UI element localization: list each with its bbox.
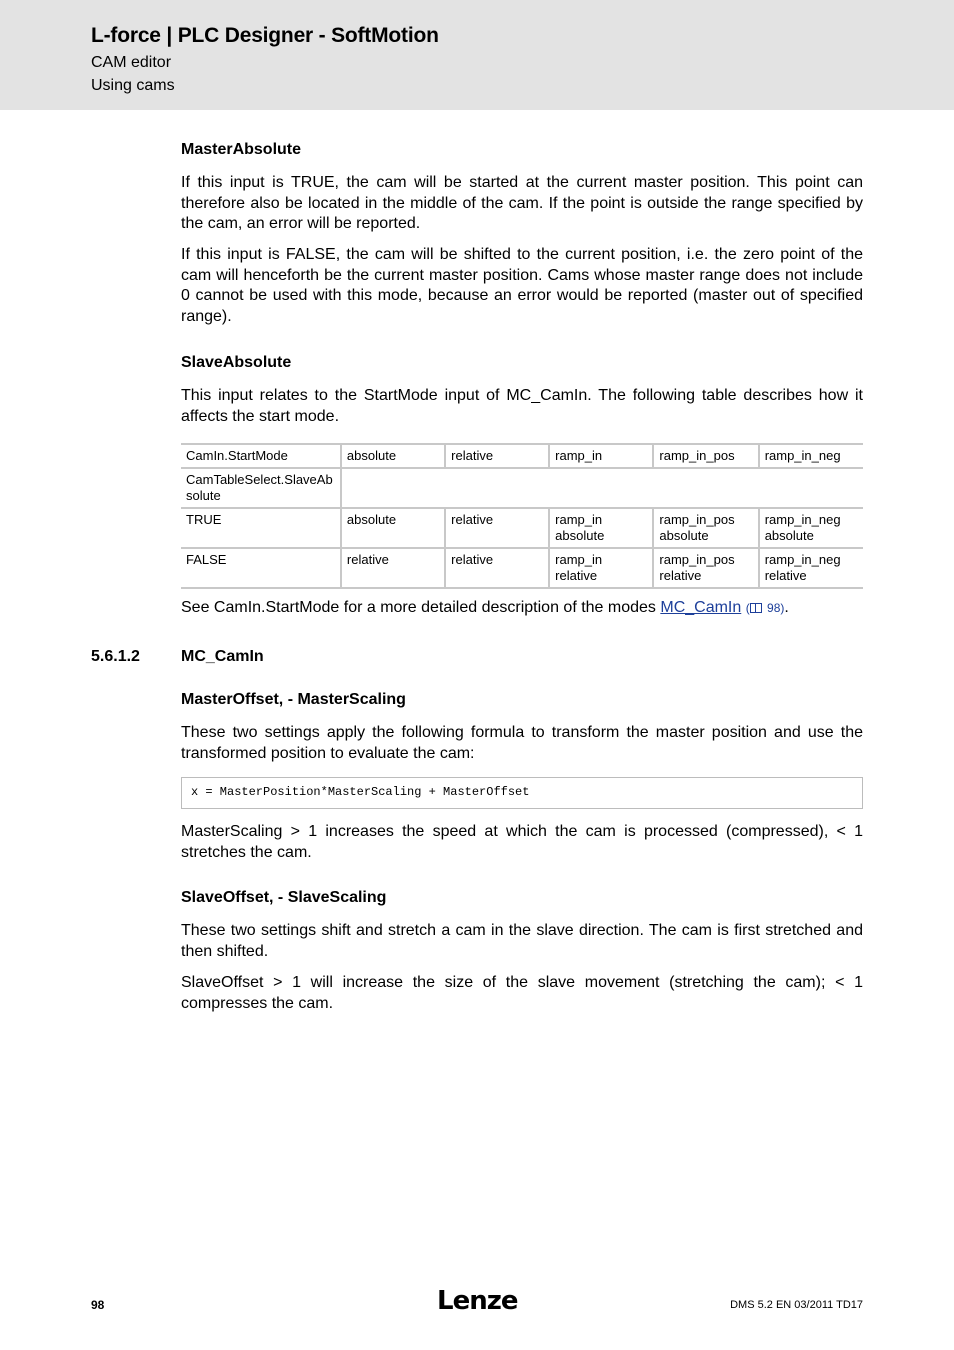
- paragraph: If this input is FALSE, the cam will be shifted to the current position, i.e. the zero point of the cam will henceforth be the current master position. Cams whose master range does not include 0 cannot be used with this mode, because an error would be reported (master out of specified range).: [181, 246, 863, 326]
- cell-line: TRUE: [186, 512, 222, 527]
- ref-open: (: [745, 601, 750, 615]
- cell-line: absolute: [346, 512, 397, 527]
- subsection-title: MC_CamIn: [181, 648, 264, 665]
- see-also-line: [181, 598, 789, 618]
- table-cell: [341, 548, 445, 588]
- table-cell: CamIn.StartMode: [181, 444, 341, 468]
- cell-line: relative: [555, 568, 598, 583]
- cell-line: FALSE: [186, 552, 227, 567]
- paragraph: If this input is TRUE, the cam will be started at the current master position. This point can therefore also be located in the middle of the cam. If the point is outside the range specified by the cam, an error will be reported.: [181, 174, 863, 233]
- cell-line: ramp_in_neg: [764, 512, 841, 527]
- cell-line: relative: [659, 568, 702, 583]
- lenze-logo: Lenze: [437, 1286, 518, 1316]
- cell-line: ramp_in: [555, 552, 603, 567]
- table-cell: ramp_in: [549, 444, 653, 468]
- cell-line: absolute: [555, 528, 605, 543]
- table-cell: [445, 508, 549, 548]
- document-id: DMS 5.2 EN 03/2011 TD17: [730, 1299, 863, 1311]
- paragraph: MasterScaling > 1 increases the speed at which the cam is processed (compressed), < 1 stretches the cam.: [181, 823, 863, 861]
- table-cell: [653, 548, 758, 588]
- table-cell: [759, 548, 863, 588]
- table-cell: CamTableSelect.SlaveAb solute: [181, 468, 341, 508]
- cell-line: ramp_in_pos: [659, 512, 735, 527]
- paragraph: This input relates to the StartMode input of MC_CamIn. The following table describes how it affects the start mode.: [181, 387, 863, 425]
- table-cell: [181, 508, 341, 548]
- table-cell: [653, 508, 758, 548]
- table-row: [181, 468, 863, 508]
- table-row: [181, 548, 863, 588]
- page-number: 98: [91, 1298, 105, 1312]
- document-title: L-force | PLC Designer - SoftMotion: [91, 24, 439, 47]
- chapter-title: CAM editor: [91, 54, 172, 71]
- table-row: [181, 508, 863, 548]
- cell-line: ramp_in_neg: [764, 552, 841, 567]
- table-cell-empty: [341, 468, 863, 508]
- cell-line: relative: [451, 552, 494, 567]
- paragraph: These two settings apply the following formula to transform the master position and use the transformed position to evaluate the cam:: [181, 724, 863, 762]
- see-also-end: .: [784, 599, 789, 616]
- table-cell: ramp_in_pos: [653, 444, 758, 468]
- table-cell: relative: [445, 444, 549, 468]
- ref-page: 98): [763, 601, 785, 615]
- paragraph: These two settings shift and stretch a cam in the slave direction. The cam is first stretched and then shifted.: [181, 922, 863, 960]
- cell-line: ramp_in: [555, 512, 603, 527]
- section-title: Using cams: [91, 77, 175, 94]
- page-header: [0, 0, 954, 110]
- table-cell: ramp_in_neg: [759, 444, 863, 468]
- see-also-text: See CamIn.StartMode for a more detailed description of the modes: [181, 599, 661, 616]
- table-cell: [759, 508, 863, 548]
- table-cell: [549, 508, 653, 548]
- cell-line: ramp_in_pos: [659, 552, 735, 567]
- start-mode-table: [181, 443, 863, 589]
- cell-line: relative: [764, 568, 807, 583]
- paragraph: SlaveOffset > 1 will increase the size of the slave movement (stretching the cam); < 1 compresses the cam.: [181, 974, 863, 1012]
- book-icon: [750, 603, 762, 613]
- heading-slave-absolute: SlaveAbsolute: [181, 354, 292, 371]
- table-cell: absolute: [341, 444, 445, 468]
- cell-line: relative: [346, 552, 389, 567]
- heading-slave-offset: SlaveOffset, - SlaveScaling: [181, 889, 387, 906]
- cell-line: relative: [451, 512, 494, 527]
- table-row: [181, 444, 863, 468]
- cell-line: absolute: [764, 528, 814, 543]
- table-cell: [445, 548, 549, 588]
- formula-code: x = MasterPosition*MasterScaling + MasterOffset: [191, 785, 530, 799]
- formula-code-block: [181, 777, 863, 809]
- table-cell: [181, 548, 341, 588]
- heading-master-offset: MasterOffset, - MasterScaling: [181, 691, 406, 708]
- subsection-number: 5.6.1.2: [91, 648, 140, 665]
- table-cell: [341, 508, 445, 548]
- mc-camin-link[interactable]: MC_CamIn: [660, 599, 742, 616]
- table-cell: [549, 548, 653, 588]
- page-reference[interactable]: [746, 601, 785, 615]
- cell-line: absolute: [659, 528, 709, 543]
- heading-master-absolute: MasterAbsolute: [181, 141, 302, 158]
